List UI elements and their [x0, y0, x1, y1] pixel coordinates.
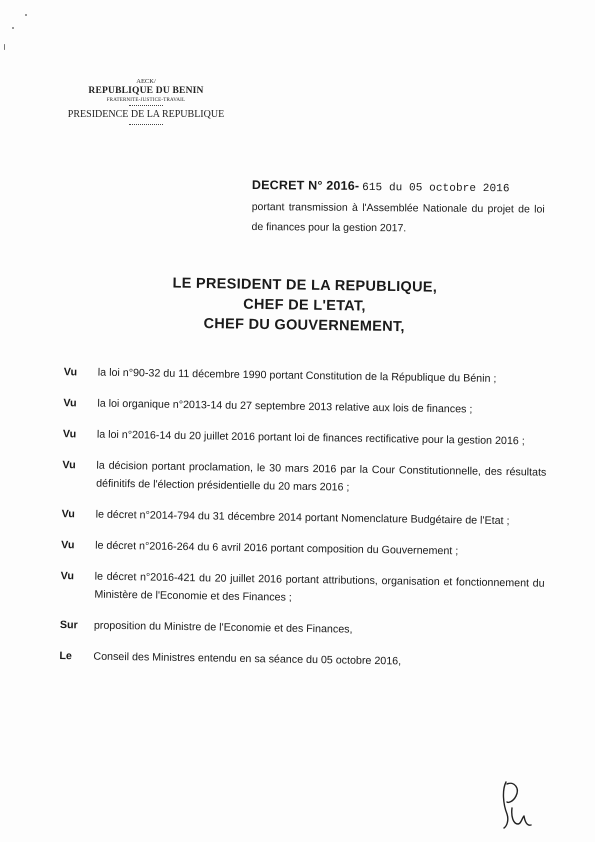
scan-speck — [12, 27, 14, 29]
visa-item — [53, 647, 543, 673]
visa-text: Conseil des Ministres entendu en sa séance du 05 octobre 2016, — [93, 650, 402, 668]
visa-item — [57, 425, 547, 451]
letterhead-divider — [129, 124, 163, 125]
president-title-line: CHEF DE L'ETAT, — [243, 296, 366, 315]
decree-title: DECRET N° 2016- — [251, 177, 360, 193]
visa-label: Vu — [62, 459, 76, 472]
visa-item — [57, 394, 547, 420]
visa-text: la loi n°90-32 du 11 décembre 1990 portant Constitution de la République du Bénin ; — [97, 366, 497, 385]
letterhead-presidency: PRESIDENCE DE LA REPUBLIQUE — [67, 109, 225, 120]
letterhead-reference: AECK/ — [136, 78, 156, 85]
visa-list — [53, 363, 548, 686]
visa-label: Vu — [61, 508, 75, 521]
visa-item — [55, 505, 545, 531]
letterhead-republic: REPUBLIQUE DU BENIN — [88, 86, 204, 96]
letterhead-divider — [129, 105, 163, 106]
handwritten-initials — [498, 778, 534, 832]
decree-number-date: 615 du 05 octobre 2016 — [362, 181, 510, 196]
visa-text: proposition du Ministre de l'Economie et des Finances, — [93, 619, 353, 636]
visa-label: Vu — [60, 570, 75, 583]
visa-text: le décret n°2016-264 du 6 avril 2016 portant composition du Gouvernement ; — [95, 539, 459, 558]
visa-label: Vu — [61, 539, 75, 552]
visa-item — [56, 456, 547, 500]
decree-description: portant transmission à l'Assemblée Nationale du projet de loi de finances pour la gestion 2017. — [251, 200, 545, 235]
visa-item — [54, 616, 544, 642]
visa-text: la loi n°2016-14 du 20 juillet 2016 portant loi de finances rectificative pour la gestion 2016 ; — [96, 428, 525, 448]
visa-label: Sur — [59, 619, 78, 632]
visa-item — [58, 363, 548, 389]
president-title-block — [139, 273, 470, 338]
visa-label: Vu — [63, 397, 77, 410]
visa-text: la loi organique n°2013-14 du 27 septembre 2013 relative aux lois de finances ; — [97, 397, 473, 416]
president-title-line: CHEF DU GOUVERNEMENT, — [203, 316, 405, 336]
visa-text: le décret n°2014-794 du 31 décembre 2014 portant Nomenclature Budgétaire de l'Etat ; — [95, 508, 510, 528]
visa-text: la décision portant proclamation, le 30 mars 2016 par la Cour Constitutionnelle, des résultats définitifs de l'élection présidentielle du 20 mars 2016 ; — [96, 459, 547, 494]
president-title-line: LE PRESIDENT DE LA REPUBLIQUE, — [172, 275, 438, 296]
visa-label: Vu — [62, 428, 77, 441]
letterhead — [58, 78, 234, 125]
decree-heading — [251, 175, 545, 240]
visa-text: le décret n°2016-421 du 20 juillet 2016 portant attributions, organisation et fonctionnement du Ministère de l'Economie et des Finances ; — [94, 570, 545, 604]
visa-item — [55, 536, 545, 562]
scan-speck — [25, 14, 27, 16]
visa-item — [54, 567, 545, 611]
scan-speck — [4, 44, 5, 50]
letterhead-motto: FRATERNITE-JUSTICE-TRAVAIL — [106, 98, 186, 103]
visa-label: Le — [59, 650, 72, 663]
visa-label: Vu — [63, 366, 78, 379]
